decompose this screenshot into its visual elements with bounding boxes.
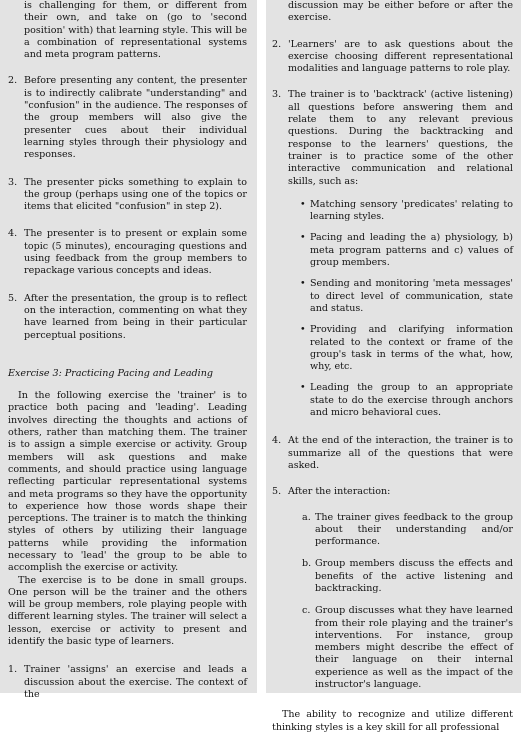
bullet-item [272, 232, 513, 269]
step-text: 'Learners' are to ask questions about the exercise choosing different representational modalities and language patterns to role play. [288, 38, 513, 75]
bullet-icon: • [300, 232, 306, 244]
step-number: 1. [8, 664, 18, 676]
step-item [272, 435, 513, 472]
section-heading: Exercise 3: Practicing Pacing and Leading [8, 367, 213, 379]
step-item [272, 39, 513, 76]
bullet-item [272, 199, 513, 224]
continued-text: is challenging for them, or different from their own, and take on (go to 'second position' with) that learning style. This will be a combination of representational systems and meta program patterns. [24, 0, 247, 61]
step-text: Before presenting any content, the presenter is to indirectly calibrate "understanding" and "confusion" in the audience. The responses of the group members will also give the presenter cues about their individual learning styles through their physiology and responses. [24, 75, 247, 161]
bullet-icon: • [300, 324, 306, 336]
bullet-text: Providing and clarifying information related to the context or frame of the group's task in terms of the what, how, why, etc. [310, 324, 513, 373]
right-column [266, 0, 521, 733]
step-number: 3. [272, 89, 282, 101]
continued-text: discussion may be either before or after the exercise. [288, 0, 513, 24]
body-paragraph: In the following exercise the 'trainer' is to practice both pacing and 'leading'. Leading involves directing the thoughts and actions of others, rather than matching them. The trainer is to assign a simple exercise or activity. Group members will ask questions and make comments, and should practice using language reflecting particular representational systems and meta programs so they have the opportunity to experience how those words shape their perceptions. The trainer is to match the thinking styles of others by utilizing their language patterns while providing the information necessary to 'lead' the group to be able to accomplish the exercise or activity. [8, 390, 247, 574]
sub-item-text: Group members discuss the effects and benefits of the active listening and backtracking. [315, 558, 513, 594]
step-text: The presenter picks something to explain to the group (perhaps using one of the topics or items that elicited "confusion" in step 2). [24, 176, 247, 213]
step-number: 4. [272, 435, 282, 447]
sub-item-text: Group discusses what they have learned from their role playing and the trainer's interventions. For instance, group members might describe the effect of their language on their internal experience as well as the impact of the instructor's language. [315, 605, 513, 691]
step-item [8, 664, 247, 701]
left-column [0, 0, 257, 700]
bullet-text: Pacing and leading the a) physiology, b) meta program patterns and c) values of group members. [310, 232, 513, 269]
sub-item-letter: c. [302, 605, 311, 617]
column-gutter [257, 0, 266, 693]
bullet-item [272, 278, 513, 315]
sub-item [272, 512, 513, 549]
bullet-item [272, 382, 513, 419]
sub-item [272, 558, 513, 595]
sub-item-text: The trainer gives feedback to the group about their understanding and/or performance. [315, 511, 513, 548]
step-item [8, 177, 247, 214]
step-text: At the end of the interaction, the trainer is to summarize all of the questions that were asked. [288, 435, 513, 471]
step-text: The trainer is to 'backtrack' (active listening) all questions before answering them and relate them to any relevant previous questions. During the backtracking and response to the learners' questions, the trainer is to practice some of the other interactive communication and relational skills, such as: [288, 89, 513, 187]
step-number: 5. [272, 486, 282, 498]
bullet-text: Leading the group to an appropriate state to do the exercise through anchors and micro behavioral cues. [310, 382, 513, 419]
step-number: 2. [272, 38, 282, 50]
bullet-icon: • [300, 278, 306, 290]
closing-paragraph: The ability to recognize and utilize different thinking styles is a key skill for all professional [272, 709, 513, 733]
step-number: 4. [8, 228, 18, 240]
bullet-icon: • [300, 198, 306, 210]
step-item [8, 75, 247, 161]
sub-item [272, 605, 513, 691]
sub-item-letter: b. [302, 558, 312, 570]
step-item [272, 486, 513, 498]
step-number: 2. [8, 75, 18, 87]
step-text: Trainer 'assigns' an exercise and leads a discussion about the exercise. The context of the [24, 664, 247, 700]
step-number: 3. [8, 176, 18, 188]
step-text: After the presentation, the group is to reflect on the interaction, commenting on what they have learned from being in their particular perceptual positions. [24, 292, 247, 341]
step-item [272, 89, 513, 187]
sub-item-letter: a. [302, 511, 311, 523]
body-paragraph: The exercise is to be done in small groups. One person will be the trainer and the others will be group members, role playing people with different learning styles. The trainer will select a lesson, exercise or activity to present and identify the basic type of learners. [8, 574, 247, 648]
step-item [8, 293, 247, 342]
step-text: The presenter is to present or explain some topic (5 minutes), encouraging questions and using feedback from the group members to repackage various concepts and ideas. [24, 228, 247, 277]
bullet-text: Matching sensory 'predicates' relating to learning styles. [310, 198, 513, 223]
step-text: After the interaction: [288, 486, 391, 498]
bullet-icon: • [300, 382, 306, 394]
step-item [8, 228, 247, 277]
bullet-text: Sending and monitoring 'meta messages' to direct level of communication, state and status. [310, 278, 513, 314]
bullet-item [272, 324, 513, 373]
step-number: 5. [8, 292, 18, 304]
